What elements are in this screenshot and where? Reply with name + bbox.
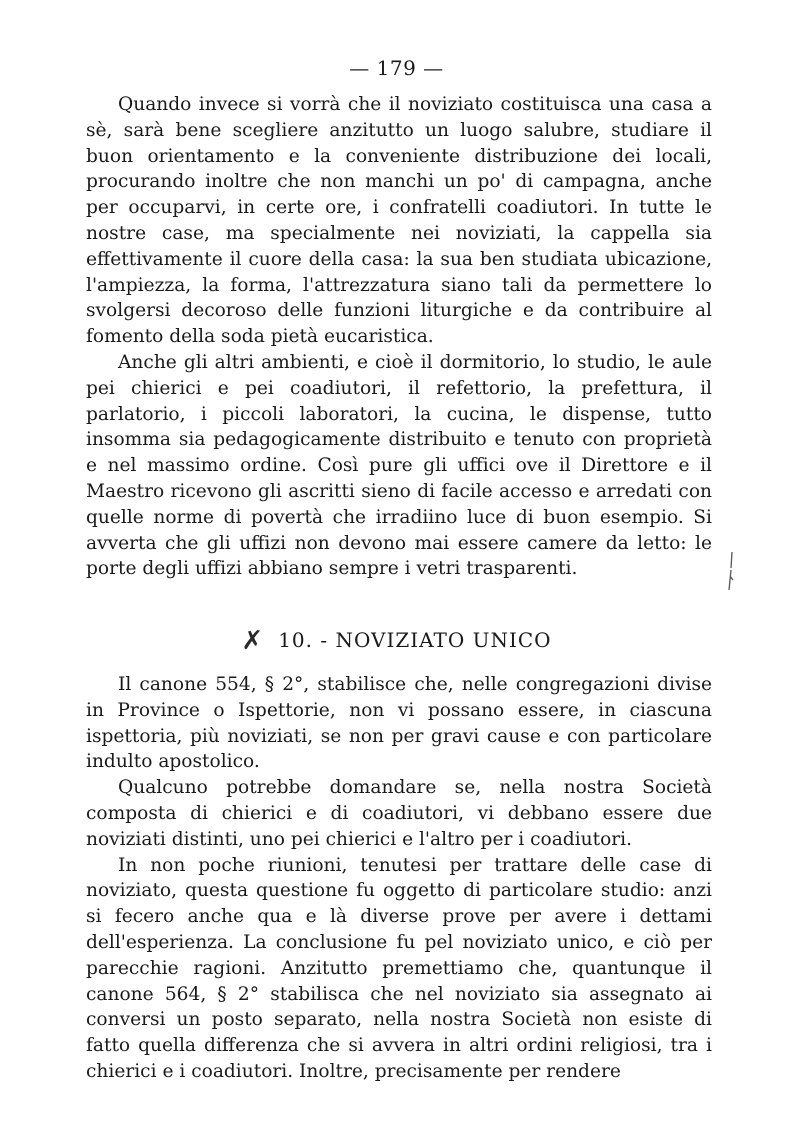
section-heading — [0, 624, 793, 654]
margin-pencil-mark-icon — [726, 550, 736, 594]
page-number: — 179 — — [349, 56, 444, 80]
text-section-2 — [86, 672, 712, 1085]
paragraph: Qualcuno potrebbe domandare se, nella nostra Società composta di chierici e di coadiutori, vi debbano essere due noviziati distinti, uno pei chierici e l'altro per i coadiutori. — [86, 777, 712, 850]
paragraph: Anche gli altri ambienti, e cioè il dormitorio, lo studio, le aule pei chierici e pei coadiutori, il refettorio, la prefettura, il parlatorio, i piccoli laboratori, la cucina, le dispense, tutto insomma sia pedagogicamente distribuito e tenuto con proprietà e nel massimo ordine. Così pure gli uffici ove il Direttore e il Maestro ricevono gli ascritti sieno di facile accesso e arredati con quelle norme di povertà che irradiino luce di buon esempio. Si avverta che gli uffizi non devono mai essere camere da letto: le porte degli uffizi abbiano sempre i vetri trasparenti. — [86, 351, 712, 580]
section-heading-text: 10. - NOVIZIATO UNICO — [278, 628, 552, 652]
handwritten-cross-icon: ✗ — [241, 626, 265, 656]
text-section-1 — [86, 92, 712, 582]
paragraph: Quando invece si vorrà che il noviziato costituisca una casa a sè, sarà bene scegliere anzitutto un luogo salubre, studiare il buon orientamento e la conveniente distribuzione dei locali, procurando inoltre che non manchi un po' di campagna, anche per occuparvi, in certe ore, i confratelli coadiutori. In tutte le nostre case, ma specialmente nei noviziati, la cappella sia effettivamente il cuore della casa: la sua ben studiata ubicazione, l'ampiezza, la forma, l'attrezzatura siano tali da permettere lo svolgersi decoroso delle funzioni liturgiche e da contribuire al fomento della soda pietà eucaristica. — [86, 94, 712, 348]
paragraph: In non poche riunioni, tenutesi per trattare delle case di noviziato, questa questione fu oggetto di particolare studio: anzi si fecero anche qua e là diverse prove per avere i dettami dell'esperienza. La conclusione fu pel noviziato unico, e ciò per parecchie ragioni. Anzitutto premettiamo che, quantunque il canone 564, § 2° stabilisca che nel noviziato sia assegnato ai conversi un posto separato, nella nostra Società non esiste di fatto quella differenza che si avvera in altri ordini religiosi, tra i chierici e i coadiutori. Inoltre, precisamente per rendere — [86, 854, 712, 1082]
paragraph: Il canone 554, § 2°, stabilisce che, nelle congregazioni divise in Province o Ispettorie, non vi possano essere, in ciascuna ispettoria, più noviziati, se non per gravi cause e con particolare indulto apostolico. — [86, 674, 712, 773]
